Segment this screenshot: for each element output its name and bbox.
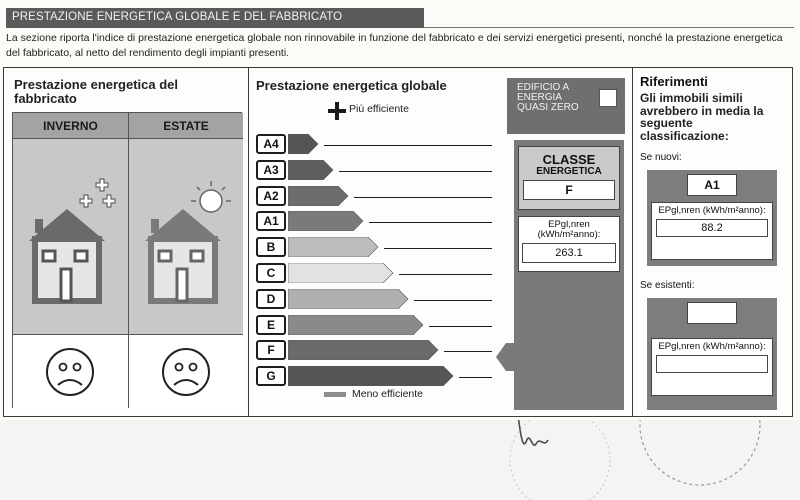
nzeb-label: EDIFICIO A ENERGIA QUASI ZERO xyxy=(517,82,579,113)
sad-face-icon xyxy=(13,335,128,410)
nuovi-ep-label: EPgl,nren (kWh/m²anno): xyxy=(658,205,766,216)
nuovi-class: A1 xyxy=(687,174,737,196)
current-class-panel xyxy=(514,140,624,410)
class-arrow-d xyxy=(288,289,410,309)
winter-house-panel xyxy=(13,139,128,334)
class-arrow-f xyxy=(288,340,440,360)
energy-panel xyxy=(3,67,793,417)
signature-stamp-icon xyxy=(0,420,800,500)
class-rule-a1 xyxy=(369,222,492,223)
riferimenti-title: Riferimenti xyxy=(640,74,708,89)
plus-icon xyxy=(328,102,346,120)
classe-value: F xyxy=(523,180,615,200)
class-label-c: C xyxy=(256,263,286,283)
epgl-card xyxy=(518,216,620,272)
class-label-f: F xyxy=(256,340,286,360)
class-label-e: E xyxy=(256,315,286,335)
sad-face-icon xyxy=(129,335,244,410)
class-rule-c xyxy=(399,274,492,275)
class-arrow-a1 xyxy=(288,211,365,231)
less-efficient-label: Meno efficiente xyxy=(352,388,424,400)
class-label-a1: A1 xyxy=(256,211,286,231)
class-label-b: B xyxy=(256,237,286,257)
class-label-a4: A4 xyxy=(256,134,286,154)
nuovi-ep-value: 88.2 xyxy=(656,219,768,237)
class-arrow-a3 xyxy=(288,160,335,180)
page-bottom xyxy=(0,420,800,500)
classe-subheading: ENERGETICA xyxy=(536,166,602,177)
house-sun-icon xyxy=(129,139,244,334)
class-arrow-e xyxy=(288,315,425,335)
class-arrow-b xyxy=(288,237,380,257)
class-rule-b xyxy=(384,248,492,249)
season-summer xyxy=(128,113,243,407)
classe-card xyxy=(518,146,620,210)
epgl-value: 263.1 xyxy=(522,243,616,263)
nzeb-checkbox xyxy=(599,89,617,107)
nzeb-box xyxy=(507,78,625,134)
class-rule-d xyxy=(414,300,492,301)
classe-heading: CLASSE xyxy=(542,152,596,167)
class-arrow-a2 xyxy=(288,186,350,206)
current-class-pointer-icon xyxy=(496,343,518,371)
summer-house-panel xyxy=(129,139,243,334)
nuovi-box xyxy=(647,170,777,266)
class-rule-f xyxy=(444,351,492,352)
class-label-a2: A2 xyxy=(256,186,286,206)
esistenti-ep-card xyxy=(651,338,773,396)
class-arrow-g xyxy=(288,366,455,386)
esistenti-class xyxy=(687,302,737,324)
esistenti-ep-label: EPgl,nren (kWh/m²anno): xyxy=(658,341,766,352)
class-rule-a4 xyxy=(324,145,492,146)
nuovi-ep-card xyxy=(651,202,773,260)
nuovi-label: Se nuovi: xyxy=(640,152,682,163)
divider-left xyxy=(248,68,249,416)
divider-right xyxy=(632,68,633,416)
riferimenti-description: Gli immobili simili avrebbero in media la seguente classificazione: xyxy=(640,91,764,143)
intro-text: La sezione riporta l'indice di prestazione energetica globale non rinnovabile in funzione del fabbricato e dei servizi energetici presenti, nonché la prestazione energetica del fabbricato, al netto del rendimento degli impianti presenti. xyxy=(6,32,783,59)
class-rule-g xyxy=(459,377,492,378)
less-efficient-swatch xyxy=(324,392,346,397)
fabbricato-title: Prestazione energetica del fabbricato xyxy=(14,77,179,106)
section-title: PRESTAZIONE ENERGETICA GLOBALE E DEL FABBRICATO xyxy=(6,8,424,28)
house-snowflake-icon xyxy=(13,139,128,334)
header-rule xyxy=(424,27,794,28)
class-arrow-a4 xyxy=(288,134,320,154)
season-winter xyxy=(13,113,128,407)
esistenti-label: Se esistenti: xyxy=(640,280,695,291)
season-label-summer: ESTATE xyxy=(129,113,243,139)
esistenti-box xyxy=(647,298,777,410)
class-label-d: D xyxy=(256,289,286,309)
globale-title: Prestazione energetica globale xyxy=(256,78,447,93)
season-table xyxy=(12,112,242,408)
winter-rating xyxy=(13,334,128,409)
class-label-a3: A3 xyxy=(256,160,286,180)
epgl-label: EPgl,nren (kWh/m²anno): xyxy=(537,219,601,240)
class-rule-e xyxy=(429,326,492,327)
class-rule-a2 xyxy=(354,197,492,198)
season-label-winter: INVERNO xyxy=(13,113,128,139)
esistenti-ep-value xyxy=(656,355,768,373)
summer-rating xyxy=(129,334,243,409)
class-arrow-c xyxy=(288,263,395,283)
class-rule-a3 xyxy=(339,171,492,172)
class-label-g: G xyxy=(256,366,286,386)
more-efficient-label: Più efficiente xyxy=(349,103,409,115)
